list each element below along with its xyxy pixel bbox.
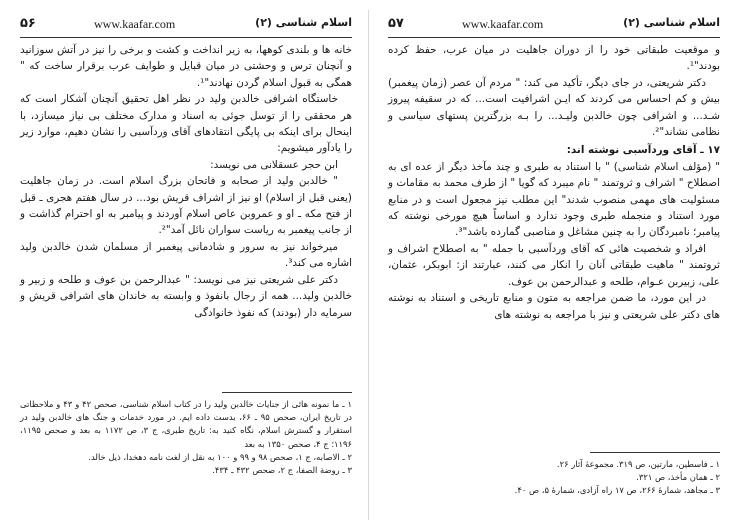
left-page xyxy=(10,0,362,527)
header-rule xyxy=(388,37,720,38)
footnote-rule xyxy=(590,452,720,453)
left-page-header xyxy=(20,16,352,36)
paragraph: خانه ها و بلندی کوهها، به زیر انداخت و کشت و برخی را نیز در آتش سوزانید و آنچنان ترس و وحشتی در میان قبایل و طوایف عرب برقرار ساخت که " همگی به قبول اسلام گردن نهادند"¹. xyxy=(20,44,352,89)
right-page-body xyxy=(388,42,720,323)
site-url[interactable]: www.kaafar.com xyxy=(94,17,176,31)
page-number: ۵۷ xyxy=(388,16,404,31)
paragraph: دکتر علی شریعتی نیز می نویسد: " عبدالرحمن بن عوف و طلحه و زبیر و خالدبن ولید... همه از رجال بانفوذ و وابسته به خاندان های اشرافی قریش و سرمایه دار (بودند) که نفوذ خانوادگی xyxy=(20,273,352,319)
footnote-rule xyxy=(222,392,352,393)
right-page-header xyxy=(388,16,720,36)
footnote: ۱ ـ فاسطین، مارتین، ص ۳۱۹. مجموعهٔ آثار ۲۶. xyxy=(556,459,720,469)
book-gutter xyxy=(368,10,369,520)
paragraph: ابن حجر عسقلانی می نویسد: xyxy=(210,158,338,171)
footnote: ۲ ـ همان مأخذ، ص ۳۲۱. xyxy=(636,472,720,483)
paragraph: در این مورد، ما ضمن مراجعه به متون و منابع تاریخی و استناد به نوشته های دکتر علی شریعتی و نیز با مراجعه به نوشته های xyxy=(388,292,720,321)
quote-paragraph: " (مؤلف اسلام شناسی) " با استناد به طبری و چند مآخذ دیگر از عده ای به اصطلاح " اشراف و ثروتمند " نام میبرد که گویا " از طرف محمد به مقامات و مسئولیت های مهمی منصوب شدند" این مطلب نیز مجعول است و در منابع مورد استناد و منجمله طبری وجود ندارد و اساساً هیچ مورخی نوشته که پیامبر؛ نامبردگان را به چنین مشاغل و مناصبی گمارده باشد"³. xyxy=(388,160,720,239)
paragraph: خاستگاه اشرافی خالدبن ولید در نظر اهل تحقیق آنچنان آشکار است که هر محققی را از توسل جوئی به اسناد و مدارک مختلف بی نیاز میسازد، با اینحال برای اینکه بی پایگی انتقادهای آقای وردآسبی را نشان دهیم، موارد زیر را یادآور میشویم: xyxy=(20,93,352,155)
paragraph: دکتر شریعتی، در جای دیگر، تأکید می کند: " مردم آن عصر (زمان پیغمبر) بیش و کم احساس می کردند که ایـن اشرافیت است... که در سقیفه پیروز شـد... و اشرافی چون خالدبن ولیـد... را بـه بزرگترین پستهای سیاسی و نظامی نشاند"². xyxy=(388,76,720,139)
left-page-footnotes xyxy=(20,398,352,477)
section-heading: ۱۷ ـ آقای وردآسبی نوشته اند: xyxy=(566,144,720,157)
footnote: ۳ ـ روضة الصفا، ج ۲، صحص ۴۳۲ ـ ۴۳۴. xyxy=(212,465,352,476)
right-page xyxy=(378,0,730,527)
paragraph: افراد و شخصیت هائی که آقای وردآسبی با جمله " به اصطلاح اشراف و ثروتمند " ماهیت طبقاتی آنان را انکار می کنند، عبارتند از: ابوبکر، عثمان، علی، زبیربن عـوام، طلحه و عبدالرحمن بن عوف. xyxy=(388,242,720,288)
right-page-footnotes xyxy=(388,458,720,498)
footnote: ۳ ـ مجاهد، شمارهٔ ۲۶۶، ص ۱۷ راه آزادی، شمارهٔ ۵، ص ۴۰. xyxy=(514,485,720,496)
paragraph: و موقعیت طبقاتی خود را از دوران جاهلیت در میان عرب، حفظ کرده بودند"¹. xyxy=(388,44,720,73)
site-url[interactable]: www.kaafar.com xyxy=(462,17,544,31)
book-title: اسلام شناسی (۲) xyxy=(255,16,352,29)
footnote: ۲ ـ الاصابه، ج ۱، صحص ۹۸ و ۹۹ و ۱۰۰ به نقل از لغت نامه دهخدا، ذیل خالد. xyxy=(88,451,352,462)
quote-paragraph: " خالدبن ولید از صحابه و فاتحان بزرگ اسلام است. در زمان جاهلیت (یعنی قبل از اسلام) او نیز از اشراف قریش بود... در سال هفتم هجری ـ قبل از فتح مکه ـ او و عمروبن عاص اسلام آوردند و پیامبر به او احترام گذاشت و از جانب پیغمبر به ریاست سواران نائل آمد"². xyxy=(20,175,352,237)
left-page-body xyxy=(20,42,352,321)
header-rule xyxy=(20,37,352,38)
footnote: ۱ ـ ما نمونه هائی از جنایات خالدبن ولید را در کتاب اسلام شناسی، صحص ۴۲ و ۴۳ و ملاحظاتی در تاریخ ایران، صحص ۹۵ ـ ۶۶، بدست داده ایم. در مورد خدمات و جنگ های خالدبن ولید در استقرار و گسترش اسلام، نگاه کنید به: تاریخ طبری، ج ۳، ص ۱۱۷۲ به بعد و صحص ۱۱۹۵، ۱۱۹۶؛ ج ۴، صحص ۱۳۵۰ به بعد xyxy=(20,399,353,449)
paragraph: میرخواند نیز به سرور و شادمانی پیغمبر از مسلمان شدن خالدبن ولید اشاره می کند³. xyxy=(20,240,352,270)
book-title: اسلام شناسی (۲) xyxy=(623,16,720,29)
page-number: ۵۶ xyxy=(20,16,36,31)
